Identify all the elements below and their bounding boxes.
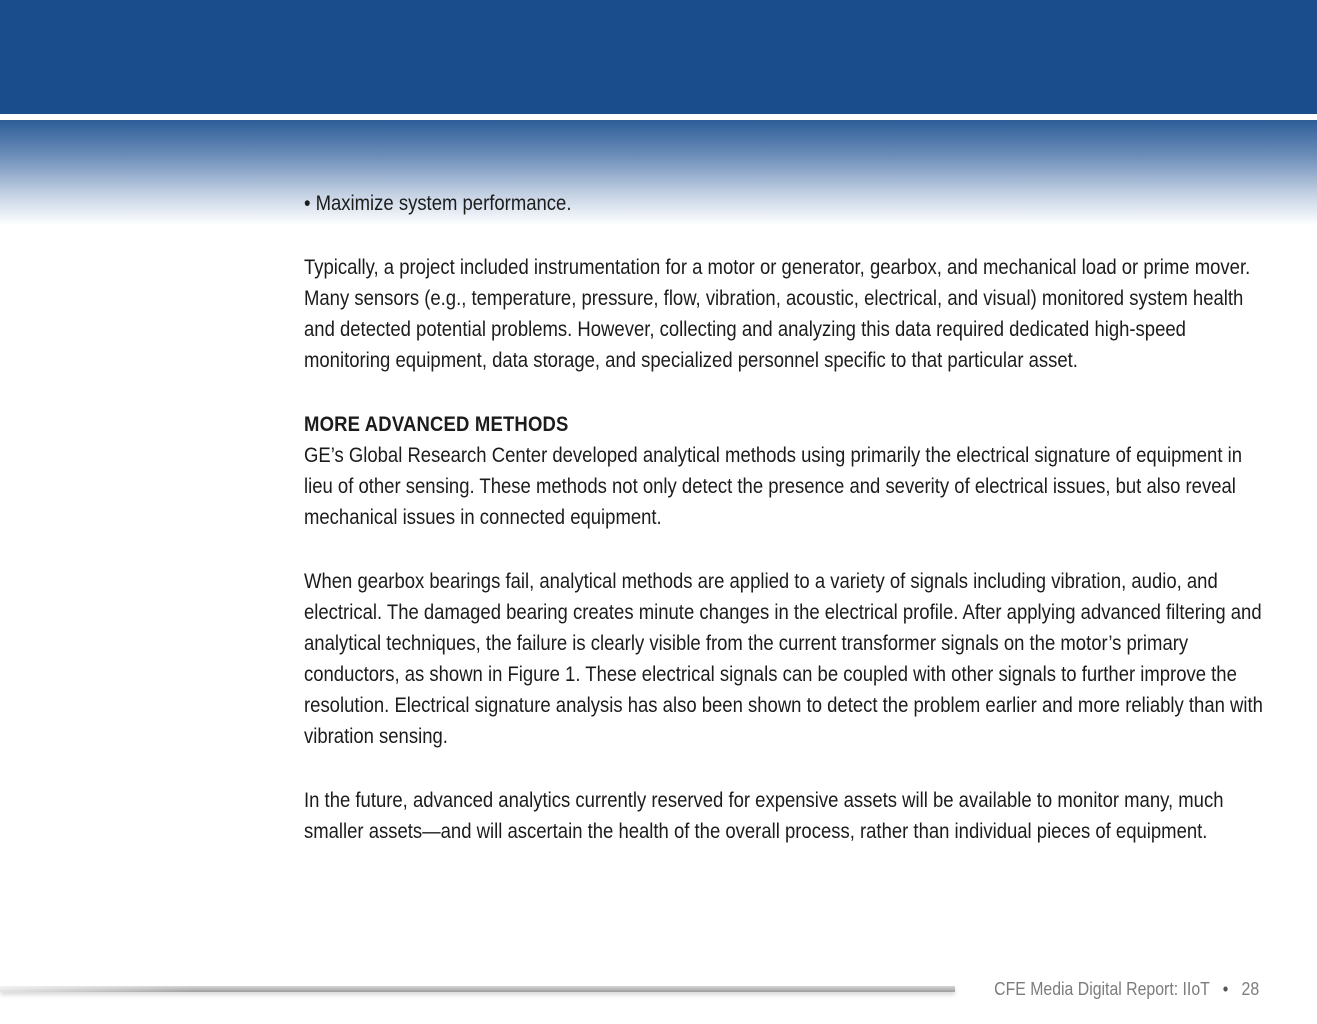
header-band <box>0 0 1317 114</box>
paragraph-ge-research: GE’s Global Research Center developed analytical methods using primarily the electrical signature of equipment in lieu of other sensing. These methods not only detect the presence and severity of electrical issues, but also reveal mechanical issues in connected equipment. <box>304 443 1243 529</box>
bullet-item: • Maximize system performance. <box>304 191 572 215</box>
paragraph-future: In the future, advanced analytics currently reserved for expensive assets will be available to monitor many, much smaller assets—and will ascertain the health of the overall process, rather than individual pieces of equipment. <box>304 788 1224 843</box>
section-heading: MORE ADVANCED METHODS <box>304 412 569 436</box>
footer-rule-fade <box>0 986 955 992</box>
article-body <box>304 188 1264 847</box>
page-number: 28 <box>1241 979 1259 999</box>
bullet-separator: • <box>1222 979 1229 999</box>
paragraph-gearbox-bearings: When gearbox bearings fail, analytical methods are applied to a variety of signals including vibration, audio, and electrical. The damaged bearing creates minute changes in the electrical profile. After applying advanced filtering and analytical techniques, the failure is clearly visible from the current transformer signals on the motor’s primary conductors, as shown in Figure 1. These electrical signals can be coupled with other signals to further improve the resolution. Electrical signature analysis has also been shown to detect the problem earlier and more reliably than with vibration sensing. <box>304 569 1263 748</box>
paragraph-instrumentation: Typically, a project included instrumentation for a motor or generator, gearbox, and mechanical load or prime mover. Many sensors (e.g., temperature, pressure, flow, vibration, acoustic, electrical, and visual) monitored system health and detected potential problems. However, collecting and analyzing this data required dedicated high-speed monitoring equipment, data storage, and specialized personnel specific to that particular asset. <box>304 255 1251 372</box>
publication-title: CFE Media Digital Report: IIoT <box>993 979 1210 999</box>
page-footer <box>994 979 1259 1000</box>
